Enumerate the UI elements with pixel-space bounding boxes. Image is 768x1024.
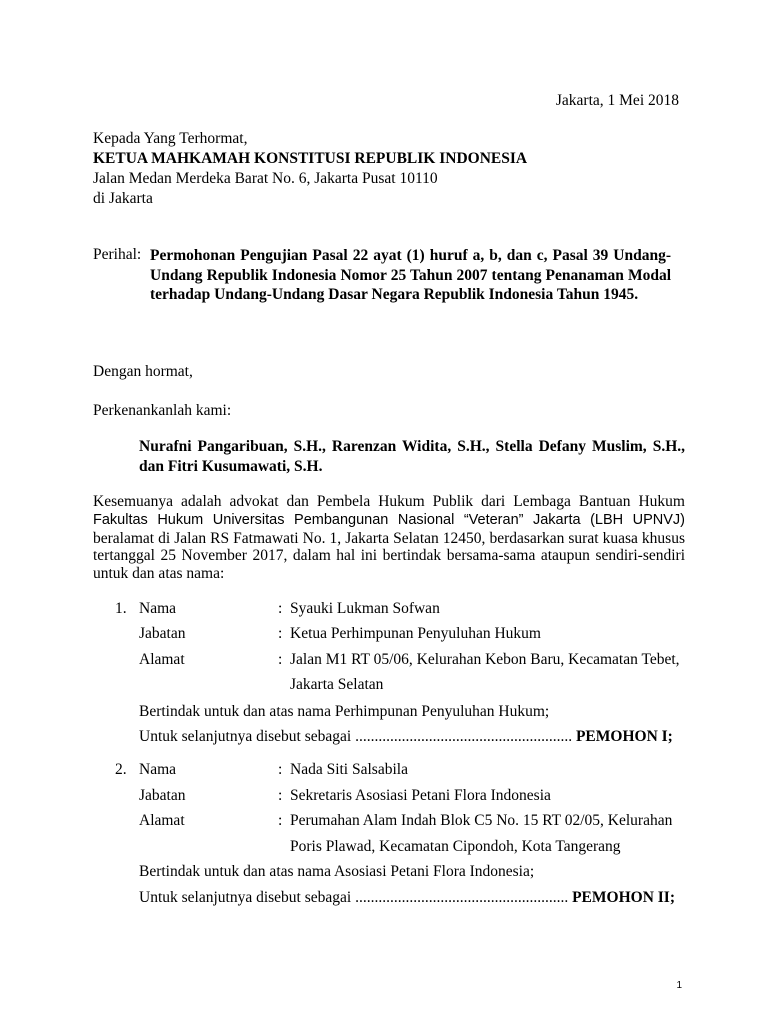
colon: : (278, 761, 283, 778)
nama-label: Nama (139, 600, 177, 617)
greeting: Dengan hormat, (93, 363, 193, 380)
referred-prefix: Untuk selanjutnya disebut sebagai ........................................................ (139, 728, 573, 745)
alamat-line-2: Jakarta Selatan (290, 676, 384, 693)
jabatan-label: Jabatan (139, 625, 186, 642)
petitioner-number: 2. (115, 761, 127, 778)
nama-label: Nama (139, 761, 177, 778)
nama-value: Nada Siti Salsabila (290, 761, 408, 778)
perihal-label: Perihal: (93, 246, 142, 263)
description-part3: beralamat di Jalan RS Fatmawati No. 1, Jakarta Selatan 12450, berdasarkan surat kuasa khusus tertanggal 25 November 2017, dalam hal ini bertindak bersama-sama ataupun sendiri-sendiri untuk dan atas nama: (93, 529, 685, 583)
advocate-names: Nurafni Pangaribuan, S.H., Rarenzan Widita, S.H., Stella Defany Muslim, S.H., dan Fitri Kusumawati, S.H. (139, 438, 685, 475)
alamat-line-2: Poris Plawad, Kecamatan Cipondoh, Kota Tangerang (290, 838, 621, 855)
description-part1: Kesemuanya adalah advokat dan Pembela Hukum Publik dari Lembaga Bantuan Hukum (93, 493, 685, 510)
colon: : (278, 625, 283, 642)
referred-as: PEMOHON I; (575, 728, 673, 745)
recipient-block (93, 129, 527, 209)
description-part2: Fakultas Hukum Universitas Pembangunan Nasional “Veteran” Jakarta (LBH UPNVJ) (93, 511, 685, 528)
recipient-title: KETUA MAHKAMAH KONSTITUSI REPUBLIK INDONESIA (93, 150, 528, 167)
jabatan-value: Ketua Perhimpunan Penyuluhan Hukum (290, 625, 541, 642)
recipient-address: Jalan Medan Merdeka Barat No. 6, Jakarta Pusat 10110 (93, 170, 438, 187)
referred-line (139, 728, 673, 746)
intro-text: Perkenankanlah kami: (93, 402, 232, 419)
petitioner-number: 1. (115, 600, 127, 617)
colon: : (278, 651, 283, 668)
perihal-text: Permohonan Pengujian Pasal 22 ayat (1) huruf a, b, dan c, Pasal 39 Undang-Undang Republik Indonesia Nomor 25 Tahun 2007 tentang Penanaman Modal terhadap Undang-Undang Dasar Negara Republik Indonesia Tahun 1945. (150, 247, 671, 303)
acting-statement: Bertindak untuk dan atas nama Asosiasi Petani Flora Indonesia; (139, 863, 535, 880)
nama-value: Syauki Lukman Sofwan (290, 600, 440, 617)
referred-line (139, 889, 675, 907)
recipient-city: di Jakarta (93, 190, 153, 207)
alamat-label: Alamat (139, 651, 185, 668)
referred-as: PEMOHON II; (572, 889, 675, 906)
letter-date: Jakarta, 1 Mei 2018 (555, 92, 679, 109)
alamat-line-1: Perumahan Alam Indah Blok C5 No. 15 RT 02/05, Kelurahan (290, 812, 673, 829)
referred-prefix: Untuk selanjutnya disebut sebagai ....................................................... (139, 889, 569, 906)
jabatan-label: Jabatan (139, 787, 186, 804)
colon: : (278, 812, 283, 829)
colon: : (278, 787, 283, 804)
description-paragraph (93, 493, 685, 583)
recipient-salutation: Kepada Yang Terhormat, (93, 130, 248, 147)
alamat-label: Alamat (139, 812, 185, 829)
colon: : (278, 600, 283, 617)
alamat-line-1: Jalan M1 RT 05/06, Kelurahan Kebon Baru, Kecamatan Tebet, (290, 651, 680, 668)
page-number: 1 (676, 980, 682, 991)
jabatan-value: Sekretaris Asosiasi Petani Flora Indonesia (290, 787, 551, 804)
acting-statement: Bertindak untuk dan atas nama Perhimpunan Penyuluhan Hukum; (139, 703, 550, 720)
